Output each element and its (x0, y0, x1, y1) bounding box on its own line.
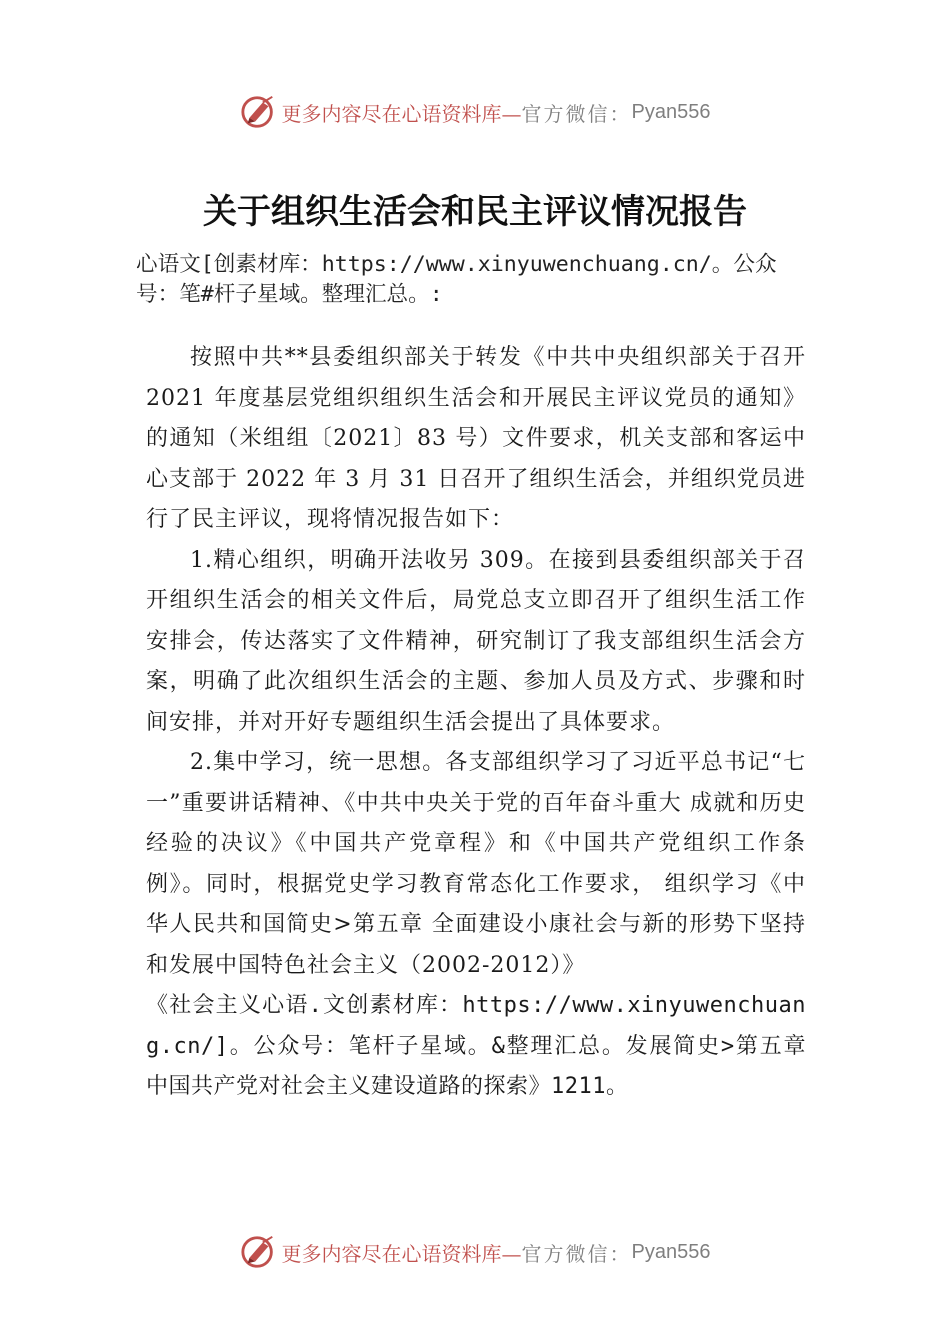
pen-logo-icon (240, 93, 278, 131)
watermark-wechat-id: Pyan556 (631, 100, 711, 123)
document-title: 关于组织生活会和民主评议情况报告 (203, 192, 747, 232)
document-body (146, 338, 806, 1108)
watermark-wechat-id: Pyan556 (631, 1240, 711, 1263)
watermark-brand-text: 更多内容尽在心语资料库— (281, 101, 522, 126)
source-meta-line: 心语文[创素材库：https://www.xinyuwenchuang.cn/。公众号：笔#杆子星域。整理汇总。: (136, 252, 777, 307)
paragraph-intro: 按照中共**县委组织部关于转发《中共中央组织部关于召开 2021 年度基层党组织组织生活会和开展民主评议党员的通知》的通知（米组组〔2021〕83 号）文件要求，机关支部和客运中心支部于 2022 年 3 月 31 日召开了组织生活会，并组织党员进行了民主评议，现将情况报告如下： (146, 345, 806, 532)
header-watermark (0, 92, 950, 132)
paragraph-source-note: 《社会主义心语.文创素材库：https://www.xinyuwenchuang.cn/]。公众号：笔杆子星域。&整理汇总。发展简史>第五章 中国共产党对社会主义建设道路的探索》1211。 (146, 993, 806, 1099)
paragraph-2-study: 2.集中学习，统一思想。各支部组织学习了习近平总书记“七一”重要讲话精神、《中共中央关于党的百年奋斗重大 成就和历史经验的决议》《中国共产党章程》和《中国共产党组织工作条例》。同时，根据党史学习教育常态化工作要求， 组织学习《中华人民共和国简史>第五章 全面建设小康社会与新的形势下坚持和发展中国特色社会主义（2002-2012）》 (146, 750, 806, 978)
footer-watermark (0, 1232, 950, 1272)
pen-logo-icon (240, 1233, 278, 1271)
watermark-wechat-label: 官方微信： (521, 101, 632, 126)
paragraph-1-organize: 1.精心组织，明确开法收另 309。在接到县委组织部关于召开组织生活会的相关文件后，局党总支立即召开了组织生活工作安排会，传达落实了文件精神，研究制订了我支部组织生活会方案，明确了此次组织生活会的主题、参加人员及方式、步骤和时间安排，并对开好专题组织生活会提出了具体要求。 (146, 547, 806, 735)
watermark-wechat-label: 官方微信： (521, 1241, 632, 1266)
watermark-brand-text: 更多内容尽在心语资料库— (281, 1241, 522, 1266)
